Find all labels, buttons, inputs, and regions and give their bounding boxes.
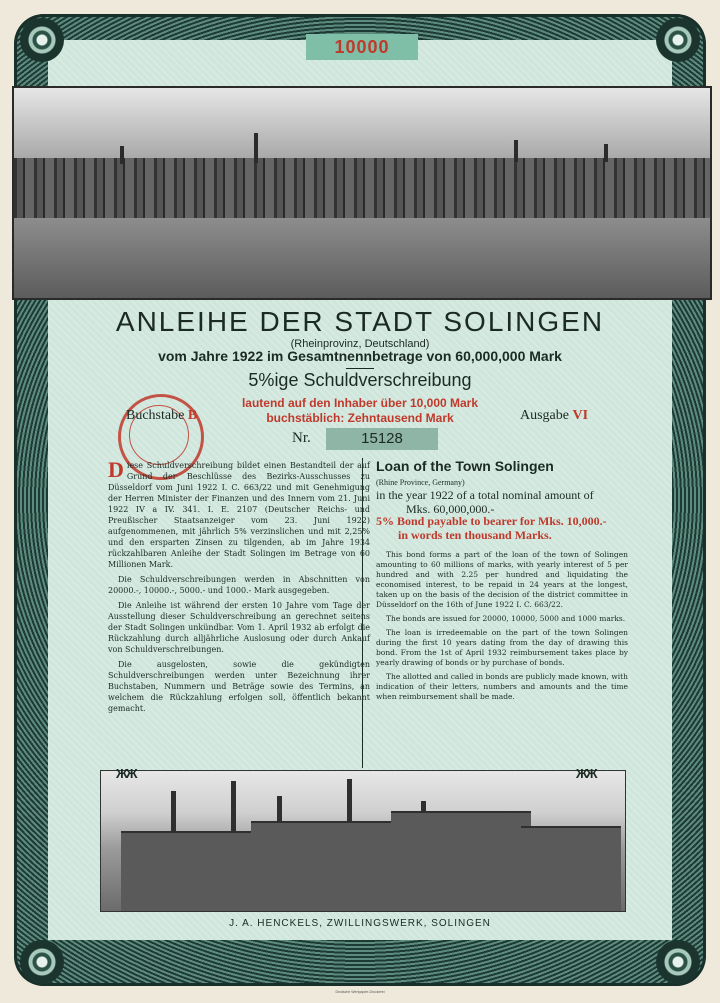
zwilling-logo: ЖЖ [576,766,596,781]
zwilling-logo: ЖЖ [116,766,136,781]
german-paragraph: Die ausgelosten, sowie die gekündigten Schuldverschreibungen werden unter Bezeichnung ihrer Buchstaben, Nummern und Beträge sowie des Termins, an welchem die Rückzahlung erfolgen soll, öffentlich bekannt gemacht. [108,660,370,713]
english-paragraph: The bonds are issued for 20000, 10000, 5000 and 1000 marks. [386,614,626,623]
german-paragraph: Diese Schuldverschreibung bildet einen Bestandteil der auf Grund der Beschlüsse des Bezirks-Ausschusses zu Düsseldorf vom Juni 1922 I. C. 663/22 und mit Genehmigung der Herren Minister der Finanzen und des Innern vom 21. Juni 1922 IV a IV. 341. I. E. 2107 (Deutscher Reichs- und Preußischer Staatsanzeiger vom 23. Juni 1922) aufgenommenen, mit jährlich 5% verzinslichen und mit 2,25% und den ersparten Zinsen zu tilgenden, ab im Jahre 1934 rückzahlbaren Anleihe der Stadt Solingen im Betrage von 60 Millionen Mark. [108,457,370,569]
english-heading: Loan of the Town Solingen [376,458,554,474]
denomination: 10000 [306,34,418,60]
divider [346,368,374,369]
english-paragraph: The loan is irredeemable on the part of the town Solingen during the first 10 years dating from the day of drawing this bond. From the 1st of April 1932 reimbursement takes place by yearly drawing of bonds or by purchase of bonds. [376,628,628,667]
english-bearer-amount: 5% Bond payable to bearer for Mks. 10,000.- [376,514,607,528]
buchstabe [126,408,197,424]
column-divider [362,458,363,768]
german-terms-column [108,457,370,714]
ausgabe [520,408,588,424]
bond-type: 5%ige Schuldverschreibung [248,370,472,390]
serial-number: 15128 [326,428,438,450]
printer-imprint: Deutsche Wertpapier-Druckerei [335,990,385,994]
english-terms-column [376,550,628,702]
english-total-line: in the year 1922 of a total nominal amount of [376,488,594,502]
town-panorama-photo [12,86,712,300]
corner-rosette [20,940,64,984]
bearer-amount: lautend auf den Inhaber über 10,000 Mark [241,396,479,410]
english-paragraph: This bond forms a part of the loan of the town of Solingen amounting to 60 millions of marks, with yearly interest of 5 per hundred and with 2.25 per hundred and liquidating the economised interest, to be repaid in 24 years at the longest, taken up on the basis of the decision of the district committee in Düsseldorf on the 16th of June 1922 I. C. 663/22. [376,550,628,609]
english-amount-in-words: in words ten thousand Marks. [398,528,552,542]
german-paragraph: Die Anleihe ist während der ersten 10 Jahre vom Tage der Ausstellung dieser Schuldverschreibung an gerechnet seitens der Stadt Solingen unkündbar. Vom 1. April 1932 ab erfolgt die Rückzahlung durch alljährliche Auslosung oder durch Ankauf von Schuldverschreibungen. [108,601,370,654]
corner-rosette [656,940,700,984]
serial-label: Nr. [292,430,311,446]
english-subheading: (Rhine Province, Germany) [376,478,465,487]
subtitle: (Rheinprovinz, Deutschland) [290,338,430,350]
issue-line: vom Jahre 1922 im Gesamtnennbetrage von 60,000,000 Mark [158,348,562,364]
german-paragraph: Die Schuldverschreibungen werden in Abschnitten von 20000.-, 10000.-, 5000.- und 1000.- Mark ausgegeben. [108,575,370,595]
english-paragraph: The allotted and called in bonds are publicly made known, with indication of their letters, numbers and amounts and the time when reimbursement shall be made. [376,672,628,701]
factory-engraving [100,770,626,912]
english-total-amount: Mks. 60,000,000.- [406,502,495,516]
page-title: ANLEIHE DER STADT SOLINGEN [115,306,605,337]
footer-company: J. A. HENCKELS, ZWILLINGSWERK, SOLINGEN [229,918,491,929]
corner-rosette [656,18,700,62]
buchstabe-value: B [187,408,198,423]
dropcap: D [108,457,124,482]
amount-in-words: buchstäblich: Zehntausend Mark [266,411,454,425]
buchstabe-label: Buchstabe [126,408,185,423]
ausgabe-value: VI [572,408,589,423]
corner-rosette [20,18,64,62]
ausgabe-label: Ausgabe [520,408,569,423]
